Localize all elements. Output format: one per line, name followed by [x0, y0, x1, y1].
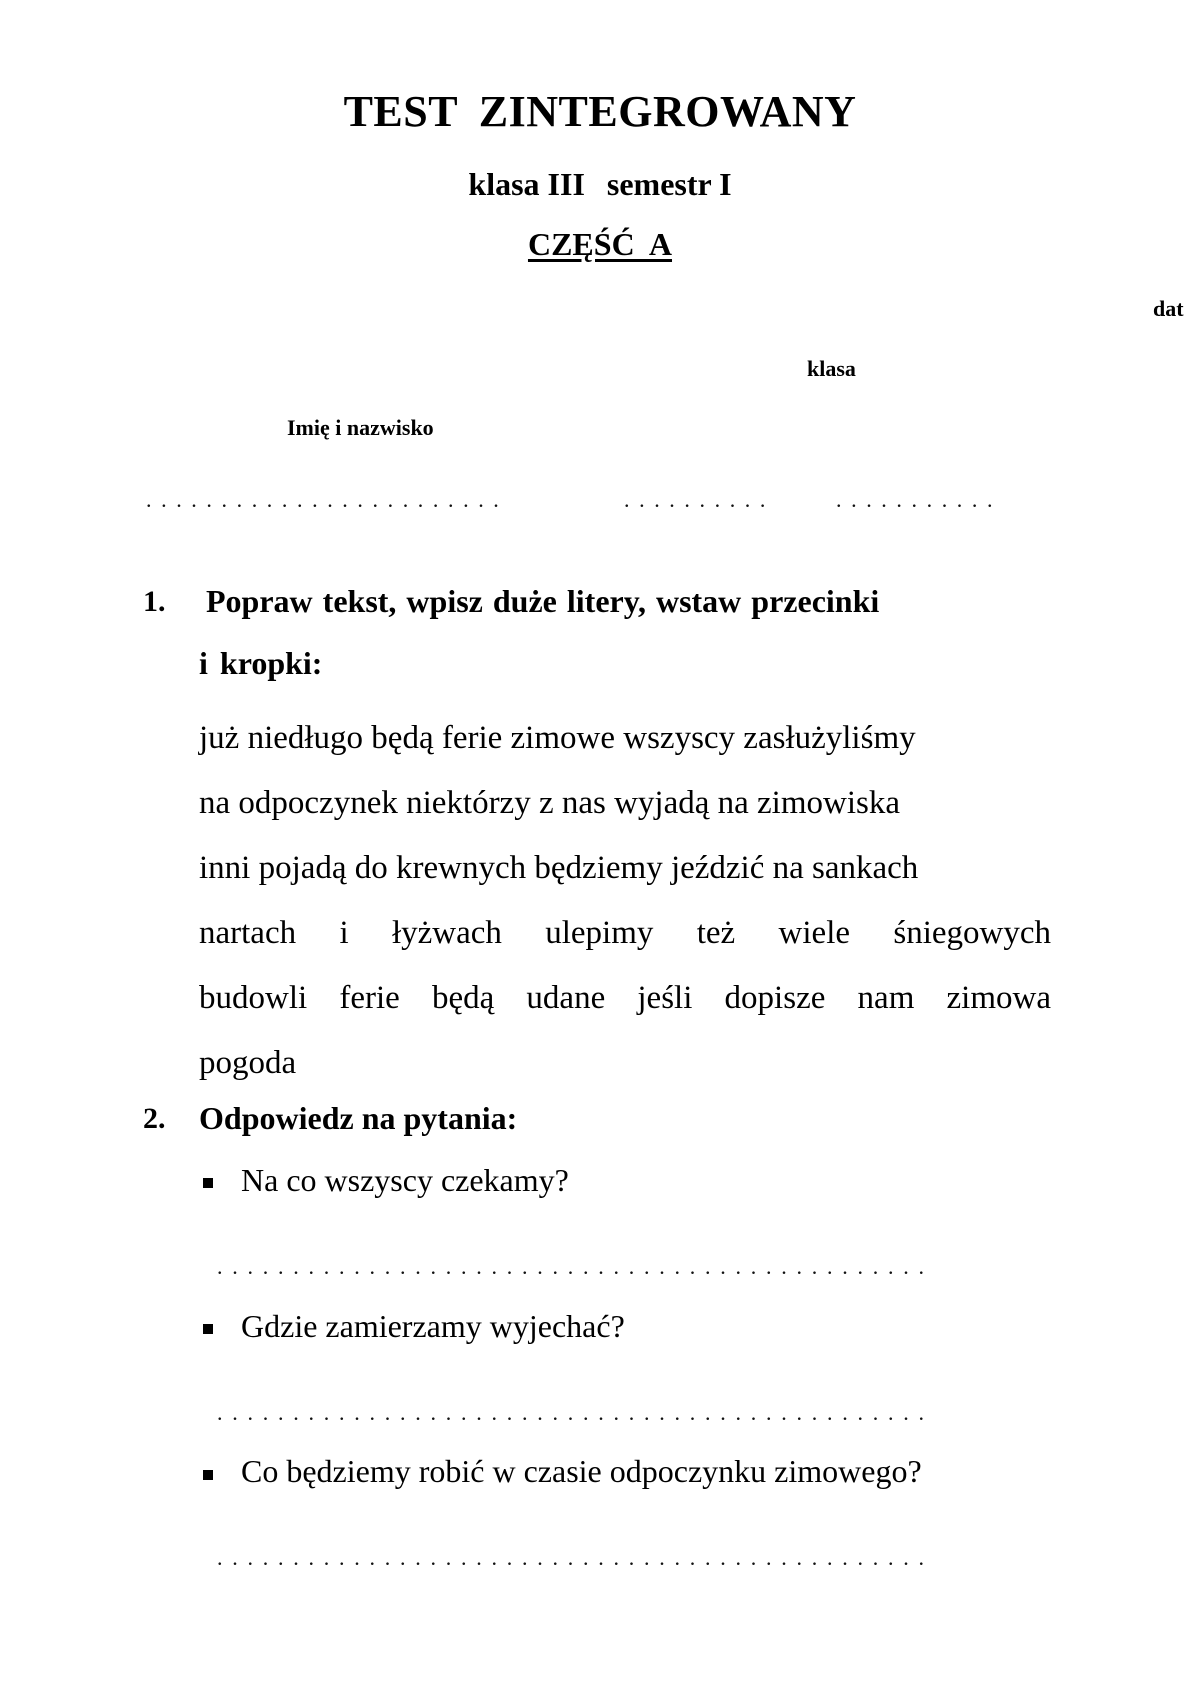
- task1-title-continued: i kropki:: [199, 645, 323, 681]
- task2-number: 2.: [143, 1102, 166, 1135]
- passage-line: inni pojadą do krewnych będziemy jeździć na sankach: [199, 850, 919, 886]
- name-fill-line[interactable]: ........................: [146, 487, 509, 512]
- task1-title: Popraw tekst, wpisz duże litery, wstaw przecinki: [206, 583, 880, 619]
- question-3: Co będziemy robić w czasie odpoczynku zimowego?: [241, 1453, 922, 1489]
- name-field-label: Imię i nazwisko: [287, 415, 434, 440]
- question-2: Gdzie zamierzamy wyjechać?: [241, 1308, 625, 1344]
- passage-line: na odpoczynek niektórzy z nas wyjadą na zimowiska: [199, 785, 901, 821]
- task2-title: Odpowiedz na pytania:: [199, 1100, 518, 1136]
- part-heading: CZĘŚĆ A: [527, 226, 673, 262]
- passage-line: pogoda: [199, 1045, 297, 1081]
- question-1: Na co wszyscy czekamy?: [241, 1162, 569, 1198]
- square-bullet-icon: [203, 1324, 213, 1334]
- semester-label: semestr I: [606, 166, 732, 202]
- answer-line-3[interactable]: ...............................................: [217, 1545, 934, 1570]
- passage-line: już niedługo będą ferie zimowe wszyscy zasłużyliśmy: [199, 720, 916, 756]
- date-label: dat: [1153, 296, 1184, 321]
- square-bullet-icon: [203, 1178, 213, 1188]
- answer-line-2[interactable]: ...............................................: [217, 1400, 934, 1425]
- page-title: TEST ZINTEGROWANY: [343, 87, 857, 136]
- square-bullet-icon: [203, 1470, 213, 1480]
- date-fill-line[interactable]: ...........: [836, 487, 1003, 512]
- passage-line: nartach i łyżwach ulepimy też wiele śniegowych: [199, 915, 1051, 951]
- task1-number: 1.: [143, 585, 166, 618]
- class-fill-line[interactable]: ..........: [624, 487, 775, 512]
- task1-passage: [199, 706, 1051, 1096]
- passage-line: budowli ferie będą udane jeśli dopisze nam zimowa: [199, 980, 1051, 1016]
- class-label: klasa III: [468, 166, 585, 202]
- answer-line-1[interactable]: ...............................................: [217, 1254, 934, 1279]
- class-semester-line: [0, 166, 1200, 203]
- class-field-label: klasa: [807, 356, 856, 381]
